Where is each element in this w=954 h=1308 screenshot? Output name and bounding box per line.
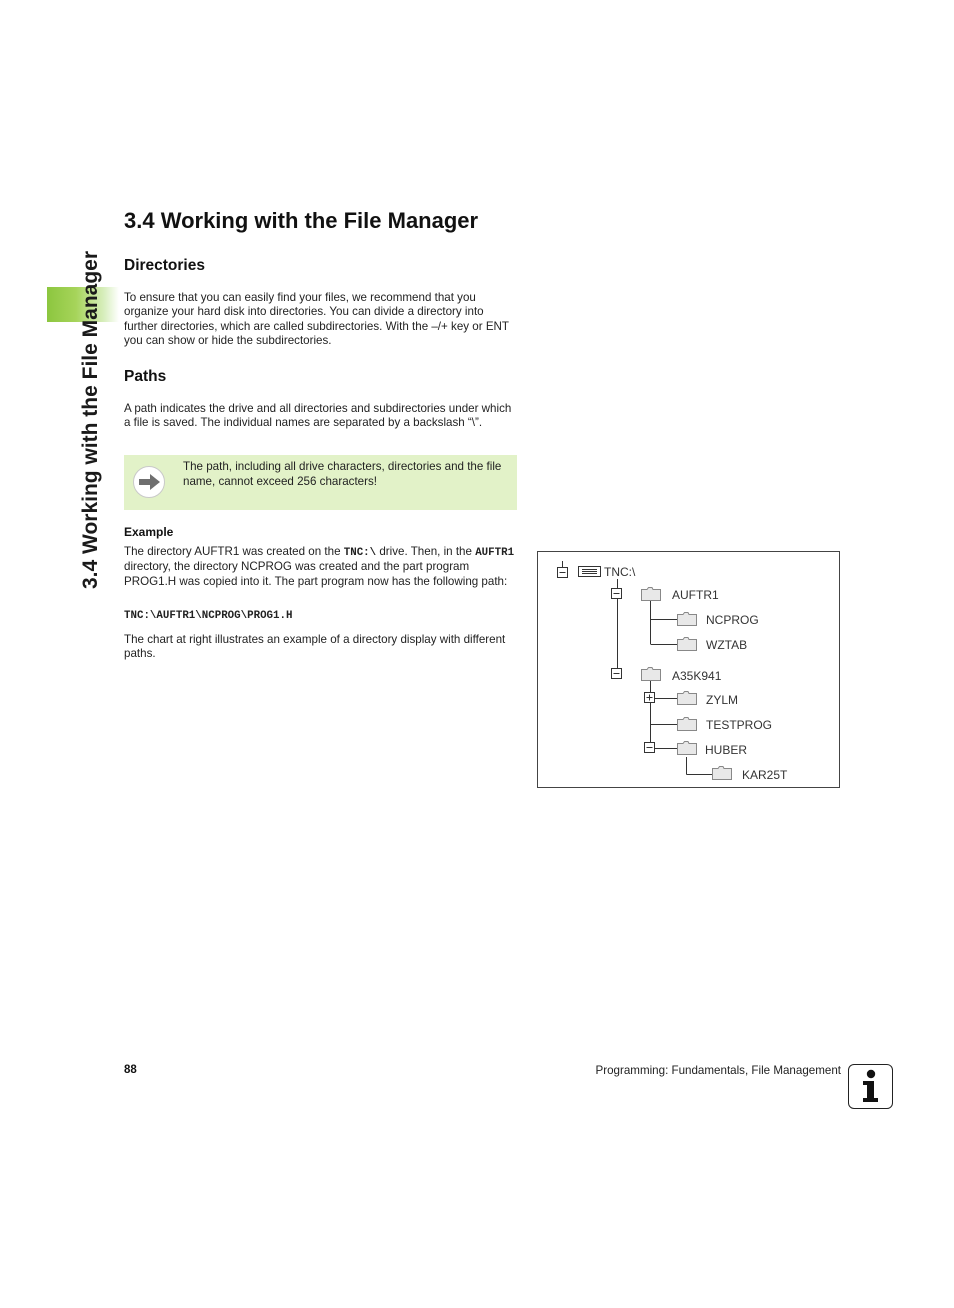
folder-icon xyxy=(677,690,697,705)
tree-node-label[interactable]: KAR25T xyxy=(742,768,788,782)
arrow-right-icon xyxy=(133,466,165,498)
directories-heading: Directories xyxy=(124,257,205,274)
paths-body: A path indicates the drive and all directories and subdirectories under which a file is saved. The individual names are separated by a backslash “\”. xyxy=(124,402,512,430)
directories-body: To ensure that you can easily find your files, we recommend that you organize your hard disk into directories. You can divide a directory into further directories, which are called subdirectories. With the –/+ key or ENT you can show or hide the subdirectories. xyxy=(124,291,509,347)
section-heading: 3.4 Working with the File Manager xyxy=(124,208,479,233)
example-body: The directory AUFTR1 was created on the TNC:\ drive. Then, in the AUFTR1 directory, the directory NCPROG was created and the part program PROG1.H was copied into it. The part program now has the following path: xyxy=(124,545,515,588)
collapse-toggle-icon[interactable] xyxy=(644,742,656,754)
collapse-toggle-icon[interactable] xyxy=(611,588,623,600)
note-box xyxy=(124,455,517,510)
drive-icon xyxy=(578,566,602,578)
expand-toggle-icon[interactable] xyxy=(644,692,656,704)
folder-icon xyxy=(677,611,697,626)
tree-node-label[interactable]: WZTAB xyxy=(706,638,748,652)
folder-icon xyxy=(677,740,697,755)
tree-node-label[interactable]: NCPROG xyxy=(706,613,759,627)
tree-node-label[interactable]: ZYLM xyxy=(706,693,739,707)
tree-node-label[interactable]: TESTPROG xyxy=(706,718,773,732)
note-text: The path, including all drive characters, directories and the file name, cannot exceed 256 characters! xyxy=(183,460,502,488)
tree-node-label[interactable]: AUFTR1 xyxy=(672,588,719,602)
collapse-toggle-icon[interactable] xyxy=(611,668,623,680)
folder-icon xyxy=(712,765,732,780)
drive-code: TNC:\ xyxy=(343,547,377,559)
chapter-side-title: 3.4 Working with the File Manager xyxy=(79,251,102,589)
page-number: 88 xyxy=(124,1064,137,1076)
folder-icon xyxy=(677,716,697,731)
example-path: TNC:\AUFTR1\NCPROG\PROG1.H xyxy=(124,610,293,622)
paths-heading: Paths xyxy=(124,368,167,385)
directory-code: AUFTR1 xyxy=(475,547,515,559)
info-icon xyxy=(848,1064,893,1109)
collapse-toggle-icon[interactable] xyxy=(557,567,569,579)
example-heading: Example xyxy=(124,525,174,539)
tree-node-label[interactable]: TNC:\ xyxy=(604,565,636,579)
chart-note: The chart at right illustrates an example of a directory display with different paths. xyxy=(124,633,506,661)
footer-title: Programming: Fundamentals, File Management xyxy=(595,1064,841,1077)
folder-icon xyxy=(641,586,661,601)
tree-node-label[interactable]: A35K941 xyxy=(672,669,722,683)
directory-tree-figure xyxy=(537,551,840,788)
tree-node-label[interactable]: HUBER xyxy=(705,743,748,757)
folder-icon xyxy=(641,666,661,681)
folder-icon xyxy=(677,636,697,651)
